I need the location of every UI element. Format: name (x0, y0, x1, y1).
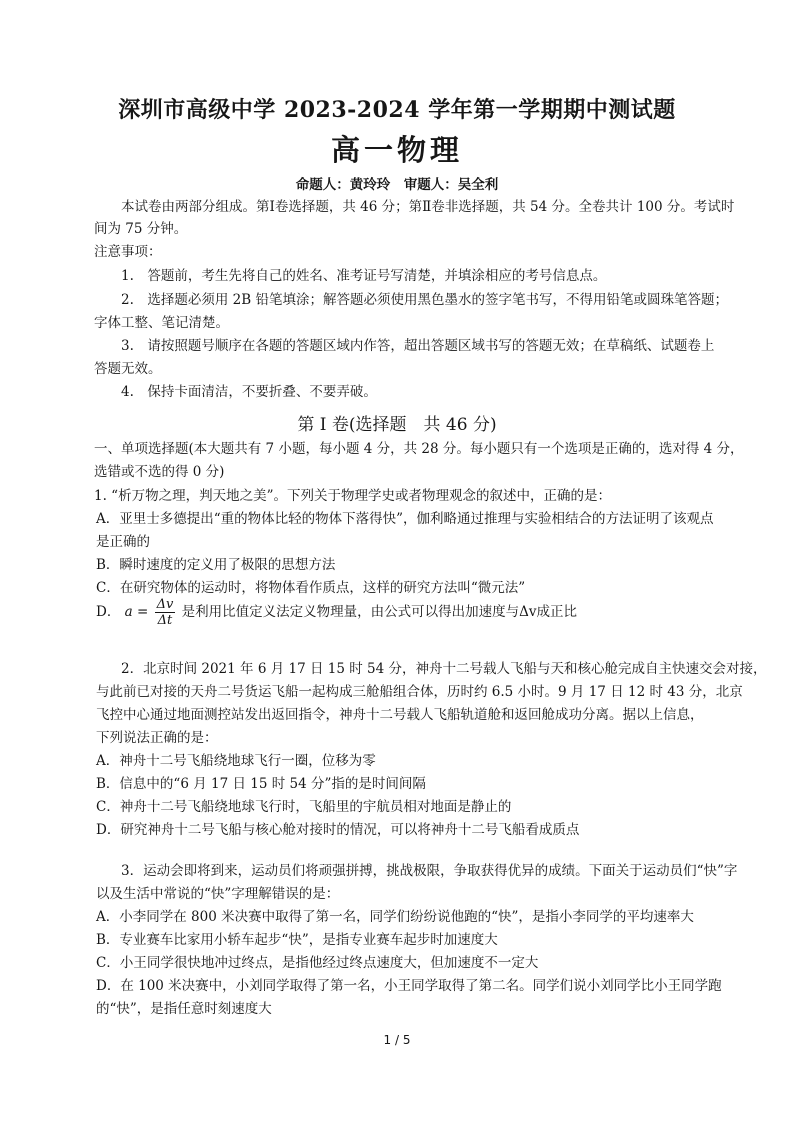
question-1-option-a-line-2: 是正确的 (96, 534, 150, 550)
question-1-option-a-line-1: A．亚里士多德提出“重的物体比轻的物体下落得快”，伽利略通过推理与实验相结合的方法证明了该观点 (96, 511, 714, 527)
question-2-stem-line-2: 与此前已对接的天舟二号货运飞船一起构成三舱船组合体，历时约 6.5 小时。9 月 17 日 12 时 43 分，北京 (96, 684, 743, 700)
question-2-option-c: C．神舟十二号飞船绕地球飞行时，飞船里的宇航员相对地面是静止的 (96, 799, 512, 815)
intro-line-2: 间为 75 分钟。 (94, 221, 188, 237)
question-2-stem-line-3: 飞控中心通过地面测控站发出返回指令，神舟十二号载人飞船轨道舱和返回舱成功分离。据以上信息， (96, 707, 704, 723)
formula-numerator: Δv (156, 597, 174, 612)
intro-line-1: 本试卷由两部分组成。第Ⅰ卷选择题，共 46 分；第Ⅱ卷非选择题，共 54 分。全卷共计 100 分。考试时 (121, 199, 735, 215)
formula-variable: a (124, 604, 133, 620)
option-d-text: 是利用比值定义法定义物理量，由公式可以得出加速度与Δv成正比 (181, 604, 578, 620)
subject-title: 高一物理 (330, 133, 463, 167)
question-3-option-d-line-2: 的“快”，是指任意时刻速度大 (96, 1001, 272, 1017)
notes-heading: 注意事项： (94, 244, 162, 260)
question-1-stem: 1. “析万物之理，判天地之美”。下列关于物理学史或者物理观念的叙述中，正确的是： (94, 488, 611, 504)
question-3-option-c: C．小王同学很快地冲过终点，是指他经过终点速度大，但加速度不一定大 (96, 955, 539, 971)
question-3-option-d-line-1: D．在 100 米决赛中，小刘同学取得了第一名，小王同学取得了第二名。同学们说小刘同学比小王同学跑 (96, 978, 722, 994)
formula-denominator: Δt (157, 613, 173, 628)
question-3-stem-line-2: 以及生活中常说的“快”字理解错误的是： (96, 886, 340, 902)
option-d-label: D． (96, 604, 121, 620)
question-1-option-d (96, 597, 577, 628)
question-2-stem-line-1: 2．北京时间 2021 年 6 月 17 日 15 时 54 分，神舟十二号载人飞船与天和核心舱完成自主快速交会对接， (121, 661, 767, 677)
page-number: 1 / 5 (383, 1033, 411, 1047)
question-2-option-d: D．研究神舟十二号飞船与核心舱对接时的情况，可以将神舟十二号飞船看成质点 (96, 822, 580, 838)
note-2-line-2: 字体工整、笔记清楚。 (94, 315, 229, 331)
question-3-option-a: A．小李同学在 800 米决赛中取得了第一名，同学们纷纷说他跑的“快”，是指小李同学的平均速率大 (96, 909, 694, 925)
question-1-option-b: B．瞬时速度的定义用了极限的思想方法 (96, 557, 336, 573)
exam-title: 深圳市高级中学 2023-2024 学年第一学期期中测试题 (118, 97, 676, 123)
question-2-option-b: B．信息中的“6 月 17 日 15 时 54 分”指的是时间间隔 (96, 776, 426, 792)
author-line: 命题人：黄玲玲 审题人：吴全利 (295, 177, 499, 193)
formula-fraction (155, 597, 176, 628)
part1-instructions-line-1: 一、单项选择题(本大题共有 7 小题，每小题 4 分，共 28 分。每小题只有一个选项是正确的，选对得 4 分， (94, 441, 744, 457)
section-heading: 第 Ⅰ 卷(选择题 共 46 分) (297, 415, 497, 435)
note-3-line-2: 答题无效。 (94, 361, 162, 377)
question-2-stem-line-4: 下列说法正确的是： (96, 730, 218, 746)
note-3-line-1: 3. 请按照题号顺序在各题的答题区域内作答，超出答题区域书写的答题无效；在草稿纸、试题卷上 (121, 338, 715, 354)
note-4: 4. 保持卡面清洁，不要折叠、不要弄破。 (121, 384, 377, 400)
question-2-option-a: A．神舟十二号飞船绕地球飞行一圈，位移为零 (96, 753, 376, 769)
formula-equals: = (136, 604, 149, 620)
question-3-option-b: B．专业赛车比家用小轿车起步“快”，是指专业赛车起步时加速度大 (96, 932, 498, 948)
note-2-line-1: 2. 选择题必须用 2B 铅笔填涂；解答题必须使用黑色墨水的签字笔书写，不得用铅笔或圆珠笔答题； (121, 292, 728, 308)
note-1: 1. 答题前，考生先将自己的姓名、准考证号写清楚，并填涂相应的考号信息点。 (121, 268, 607, 284)
question-3-stem-line-1: 3．运动会即将到来，运动员们将顽强拼搏，挑战极限，争取获得优异的成绩。下面关于运动员们“快”字 (121, 863, 738, 879)
question-1-option-c: C．在研究物体的运动时，将物体看作质点，这样的研究方法叫“微元法” (96, 580, 526, 596)
part1-instructions-line-2: 选错或不选的得 0 分) (94, 464, 225, 480)
